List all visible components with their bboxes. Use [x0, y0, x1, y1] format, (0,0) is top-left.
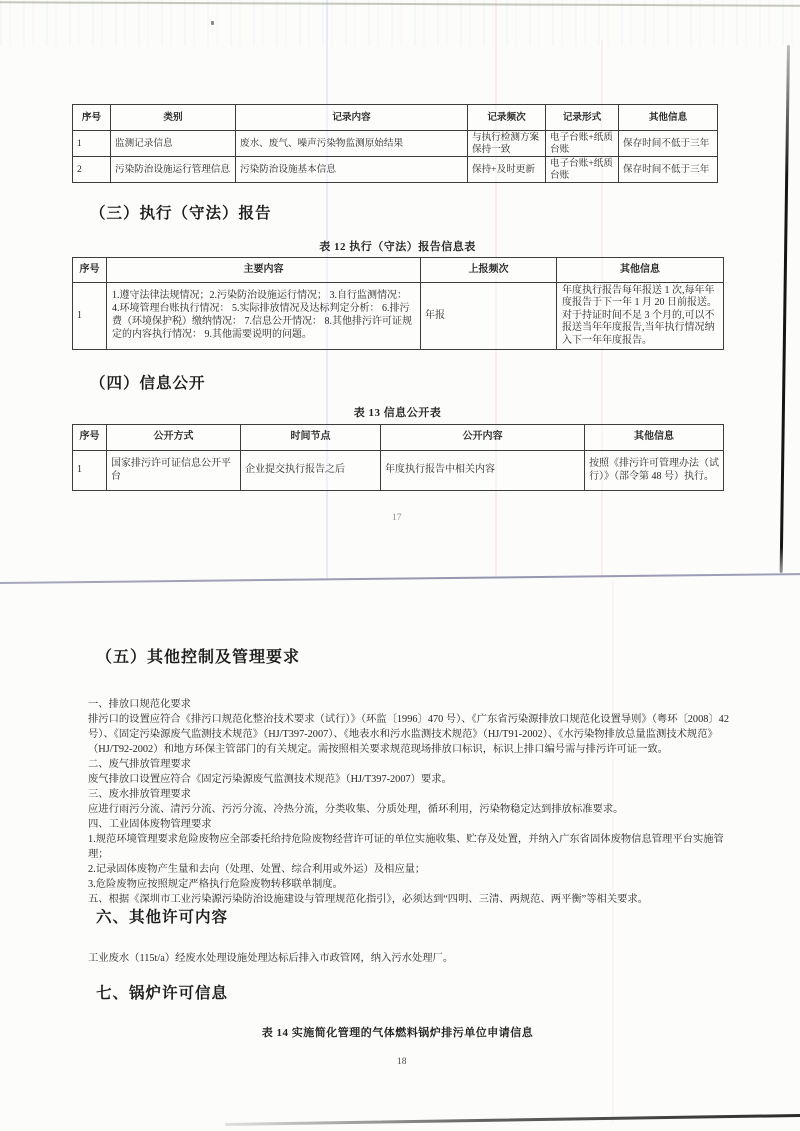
table-13-caption: 表 13 信息公开表 — [353, 407, 442, 419]
table-14-caption: 表 14 实施简化管理的气体燃料锅炉排污单位申请信息 — [261, 1027, 534, 1039]
scan-speck — [211, 21, 214, 25]
col-header-seq: 序号 — [73, 258, 107, 283]
cell-record-frequency: 保持+及时更新 — [468, 157, 546, 183]
cell-record-content: 废水、废气、噪声污染物监测原始结果 — [236, 131, 468, 157]
cell-disclosure-content: 年度执行报告中相关内容 — [381, 451, 585, 491]
col-header-record-content: 记录内容 — [236, 105, 468, 131]
cell-seq: 1 — [73, 451, 107, 491]
col-header-disclosure-method: 公开方式 — [107, 425, 241, 451]
requirements-block — [88, 697, 742, 907]
cell-seq: 1 — [73, 131, 111, 157]
col-header-record-form: 记录形式 — [546, 105, 619, 131]
information-disclosure-table — [72, 424, 724, 491]
section-5-heading: （五）其他控制及管理要求 — [96, 649, 301, 666]
requirement-line: 四、工业固体废物管理要求 — [88, 819, 212, 830]
section-4-heading: （四）信息公开 — [90, 375, 206, 392]
requirement-line: 2.记录固体废物产生量和去向（处理、处置、综合利用或外运）及相应量； — [88, 864, 426, 875]
table-row — [73, 157, 718, 183]
scan-right-edge — [780, 45, 790, 573]
cell-record-frequency: 与执行检测方案保持一致 — [468, 131, 546, 157]
table-row — [73, 131, 718, 157]
col-header-seq: 序号 — [73, 105, 111, 131]
col-header-other-info: 其他信息 — [619, 105, 718, 131]
col-header-report-frequency: 上报频次 — [421, 258, 557, 283]
page-split-edge — [0, 573, 800, 584]
col-header-category: 类别 — [111, 105, 236, 131]
col-header-record-frequency: 记录频次 — [468, 105, 546, 131]
col-header-seq: 序号 — [73, 425, 107, 451]
cell-other-info: 保存时间不低于三年 — [619, 157, 718, 183]
scan-bottom-edge — [225, 1114, 800, 1126]
requirement-line: 废气排放口设置应符合《固定污染源废气监测技术规范》（HJ/T397-2007）要求。 — [88, 774, 452, 785]
table-12-caption: 表 12 执行（守法）报告信息表 — [319, 241, 476, 253]
requirement-line: 1.规范环境管理要求危险废物应全部委托给持危险废物经营许可证的单位实施收集、贮存及处置，并纳入广东省固体废物信息管理平台实施管理； — [88, 834, 724, 860]
compliance-report-table — [72, 257, 724, 350]
table-row — [73, 283, 724, 350]
cell-report-frequency: 年报 — [421, 283, 557, 350]
col-header-disclosure-content: 公开内容 — [381, 425, 585, 451]
cell-other-info: 年度执行报告每年报送 1 次,每年年度报告于下一年 1 月 20 日前报送。对于持证时间不足 3 个月的,可以不报送当年年度报告,当年执行情况纳入下一年年度报告。 — [557, 283, 724, 350]
scan-noise-band — [0, 0, 800, 46]
cell-record-content: 污染防治设施基本信息 — [236, 157, 468, 183]
requirement-line: 应进行雨污分流、清污分流、污污分流、冷热分流，分类收集、分质处理，循环利用，污染物稳定达到排放标准要求。 — [88, 804, 624, 815]
table-header-row — [73, 258, 724, 283]
requirement-line: 排污口的设置应符合《排污口规范化整治技术要求（试行）》（环监〔1996〕470 号）、《广东省污染源排放口规范化设置导则》（粤环〔2008〕42 号）、《固定污染源废气监测技术规范》（HJ/T397-2007）、《地表水和污水监测技术规范》（HJ/T91-2002）、《水污染物排放总量监测技术规范》（HJ/T92-2002）和地方环保主管部门的有关规定。需按照相关要求规范现场排放口标识，标识上排口编号需与排污许可证一致。 — [88, 714, 729, 755]
section-3-heading: （三）执行（守法）报告 — [90, 205, 272, 222]
requirement-line: 三、废水排放管理要求 — [88, 789, 191, 800]
cell-main-content: 1.遵守法律法规情况；2.污染防治设施运行情况； 3.自行监测情况： 4.环境管理台账执行情况： 5.实际排放情况及达标判定分析： 6.排污费（环境保护税）缴纳情况： 7.信息公开情况： 8.其他排污许可证规定的内容执行情况： 9.其他需要说明的问题。 — [107, 283, 421, 350]
cell-seq: 1 — [73, 283, 107, 350]
col-header-time-node: 时间节点 — [241, 425, 381, 451]
table-row — [73, 451, 724, 491]
requirement-line: 五、根据《深圳市工业污染源污染防治设施建设与管理规范化指引》，必须达到“四明、三清、两规范、两平衡”等相关要求。 — [88, 894, 649, 905]
cell-record-form: 电子台账+纸质台账 — [546, 131, 619, 157]
page-number-17: 17 — [392, 513, 402, 523]
cell-other-info: 按照《排污许可管理办法（试行）》（部令第 48 号）执行。 — [585, 451, 724, 491]
col-header-other-info: 其他信息 — [557, 258, 724, 283]
requirement-line: 一、排放口规范化要求 — [88, 699, 191, 710]
page-number-18: 18 — [397, 1057, 407, 1067]
cell-record-form: 电子台账+纸质台账 — [546, 157, 619, 183]
section-6-heading: 六、其他许可内容 — [96, 909, 229, 926]
table-header-row — [73, 425, 724, 451]
requirement-line: 3.危险废物应按照规定严格执行危险废物转移联单制度。 — [88, 879, 343, 890]
requirement-line: 二、废气排放管理要求 — [88, 759, 191, 770]
cell-other-info: 保存时间不低于三年 — [619, 131, 718, 157]
cell-time-node: 企业提交执行报告之后 — [241, 451, 381, 491]
section-6-text: 工业废水（115t/a）经废水处理设施处理达标后排入市政管网，纳入污水处理厂。 — [88, 953, 454, 964]
table-header-row — [73, 105, 718, 131]
cell-disclosure-method: 国家排污许可证信息公开平台 — [107, 451, 241, 491]
cell-category: 污染防治设施运行管理信息 — [111, 157, 236, 183]
cell-category: 监测记录信息 — [111, 131, 236, 157]
col-header-other-info: 其他信息 — [585, 425, 724, 451]
section-7-heading: 七、锅炉许可信息 — [96, 985, 229, 1002]
record-keeping-table — [72, 104, 718, 183]
col-header-main-content: 主要内容 — [107, 258, 421, 283]
cell-seq: 2 — [73, 157, 111, 183]
